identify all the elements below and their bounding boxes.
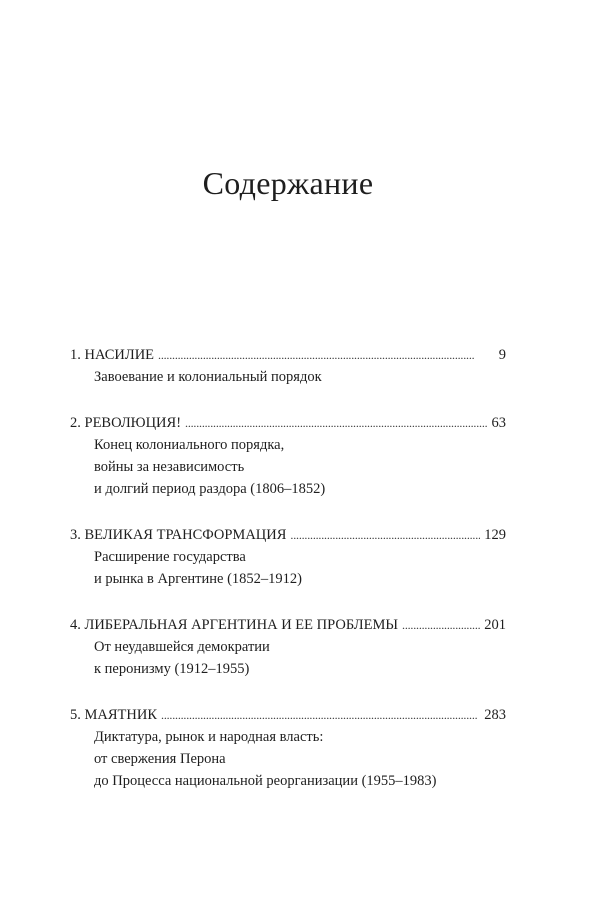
toc-entry-heading-row: [70, 524, 506, 546]
chapter-title: 2. РЕВОЛЮЦИЯ!: [70, 415, 182, 431]
toc-entry-heading-row: [70, 412, 506, 434]
subtitle-line: Конец колониального порядка,: [94, 437, 285, 453]
table-of-contents: [70, 344, 506, 816]
chapter-subtitle: [70, 366, 506, 388]
toc-entry-heading-row: [70, 614, 506, 636]
subtitle-line: войны за независимость: [94, 459, 245, 475]
dot-leader: [402, 614, 480, 636]
toc-entry-5: [70, 704, 506, 792]
subtitle-line: От неудавшейся демократии: [94, 639, 270, 655]
subtitle-line: Завоевание и колониальный порядок: [94, 369, 322, 385]
chapter-title: 1. НАСИЛИЕ: [70, 347, 155, 363]
dot-leader: [161, 704, 480, 726]
chapter-subtitle: [70, 546, 506, 590]
toc-entry-4: [70, 614, 506, 680]
dot-leader: [158, 344, 495, 366]
subtitle-line: и долгий период раздора (1806–1852): [94, 481, 326, 497]
page-title: Содержание: [202, 165, 374, 201]
subtitle-line: до Процесса национальной реорганизации (1955–1983): [94, 773, 437, 789]
dot-leader: [185, 412, 487, 434]
chapter-title: 5. МАЯТНИК: [70, 707, 158, 723]
toc-entry-heading-row: [70, 344, 506, 366]
chapter-subtitle: [70, 636, 506, 680]
toc-entry-heading-row: [70, 704, 506, 726]
subtitle-line: и рынка в Аргентине (1852–1912): [94, 571, 302, 587]
toc-entry-3: [70, 524, 506, 590]
page-number: 283: [484, 707, 506, 723]
subtitle-line: от свержения Перона: [94, 751, 226, 767]
page-number: 9: [498, 347, 506, 363]
page-number: 63: [491, 415, 506, 431]
toc-entry-2: [70, 412, 506, 500]
dot-leader: [290, 524, 480, 546]
subtitle-line: Расширение государства: [94, 549, 246, 565]
subtitle-line: Диктатура, рынок и народная власть:: [94, 729, 324, 745]
page-number: 201: [484, 617, 506, 633]
page-number: 129: [484, 527, 506, 543]
subtitle-line: к перонизму (1912–1955): [94, 661, 250, 677]
toc-entry-1: [70, 344, 506, 388]
chapter-title: 3. ВЕЛИКАЯ ТРАНСФОРМАЦИЯ: [70, 527, 287, 543]
chapter-title: 4. ЛИБЕРАЛЬНАЯ АРГЕНТИНА И ЕЕ ПРОБЛЕМЫ: [70, 617, 399, 633]
chapter-subtitle: [70, 434, 506, 500]
chapter-subtitle: [70, 726, 506, 792]
